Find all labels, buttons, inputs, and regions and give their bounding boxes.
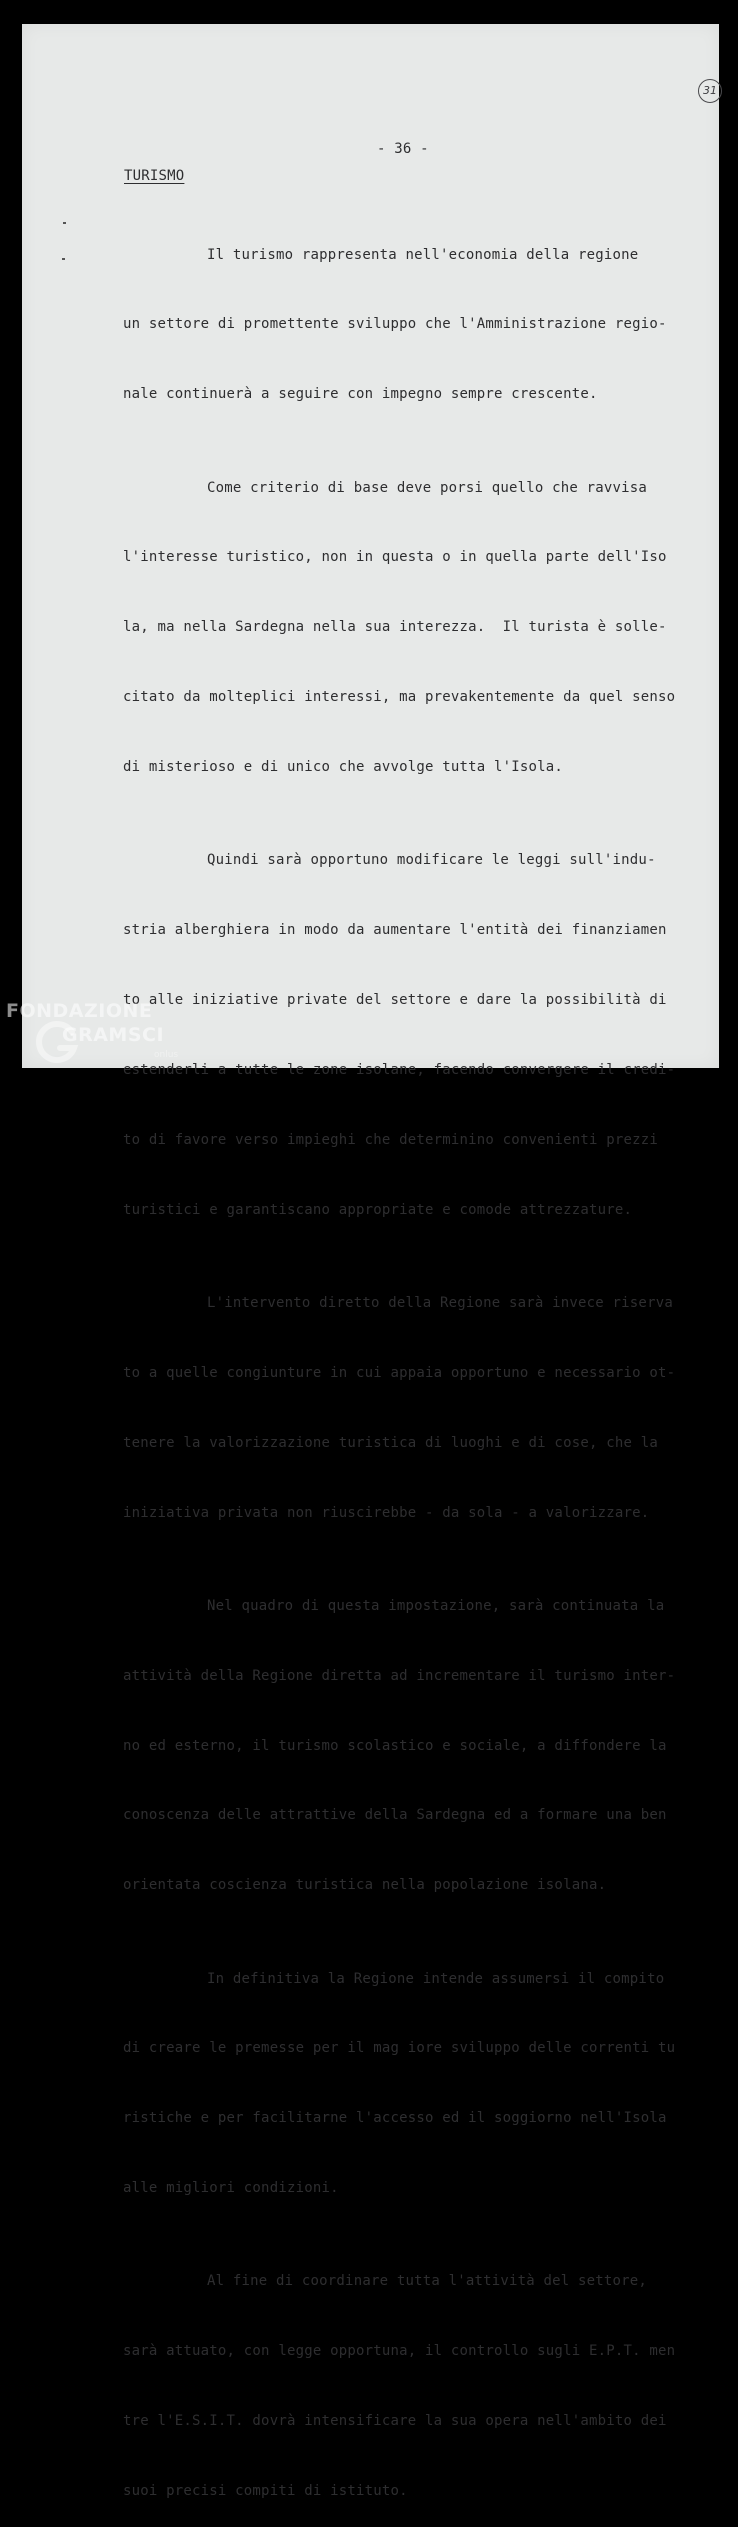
body-line: L'intervento diretto della Regione sarà invece riserva xyxy=(207,1294,673,1311)
body-line: stria alberghiera in modo da aumentare l'entità dei finanziamen xyxy=(123,922,667,939)
body-line: estenderli a tutte le zone isolane, facendo convergere il credi- xyxy=(123,1061,676,1078)
body-line: attività della Regione diretta ad incrementare il turismo inter- xyxy=(123,1667,676,1684)
body-line: to di favore verso impieghi che determinino convenienti prezzi xyxy=(123,1131,658,1148)
body-line: la, ma nella Sardegna nella sua interezza. Il turista è solle- xyxy=(123,619,667,636)
body-line: no ed esterno, il turismo scolastico e sociale, a diffondere la xyxy=(123,1737,667,1754)
body-line: un settore di promettente sviluppo che l'Amministrazione regio- xyxy=(123,316,667,333)
body-line: Quindi sarà opportuno modificare le leggi sull'indu- xyxy=(207,852,656,869)
logo-line-3: onlus xyxy=(154,1050,179,1060)
body-line: Nel quadro di questa impostazione, sarà continuata la xyxy=(207,1597,665,1614)
body-line: citato da molteplici interessi, ma prevakentemente da quel senso xyxy=(123,689,676,706)
body-line: Al fine di coordinare tutta l'attività del settore, xyxy=(207,2273,648,2290)
body-line: iniziativa privata non riuscirebbe - da sola - a valorizzare. xyxy=(123,1504,650,1521)
body-line: sarà attuato, con legge opportuna, il controllo sugli E.P.T. men xyxy=(123,2343,676,2360)
body-line: to a quelle congiunture in cui appaia opportuno e necessario ot- xyxy=(123,1364,676,1381)
body-line: di misterioso e di unico che avvolge tutta l'Isola. xyxy=(123,759,564,776)
body-line: Il turismo rappresenta nell'economia della regione xyxy=(207,246,639,263)
page-number: - 36 - xyxy=(377,141,429,157)
folio-stamp: 31 xyxy=(698,79,722,103)
margin-mark xyxy=(62,258,65,260)
body-line: to alle iniziative private del settore e dare la possibilità di xyxy=(123,992,667,1009)
fondazione-gramsci-logo xyxy=(6,1000,186,1072)
body-line: l'interesse turistico, non in questa o in quella parte dell'Iso xyxy=(123,549,667,566)
body-line: di creare le premesse per il mag iore sviluppo delle correnti tu xyxy=(123,2040,676,2057)
logo-line-2: GRAMSCI xyxy=(62,1024,165,1046)
section-heading: TURISMO xyxy=(124,168,185,184)
body-line: conoscenza delle attrattive della Sardegna ed a formare una ben xyxy=(123,1807,667,1824)
body-line: alle migliori condizioni. xyxy=(123,2180,339,2197)
document-body xyxy=(123,197,676,2527)
body-line: turistici e garantiscano appropriate e comode attrezzature. xyxy=(123,1201,633,1218)
body-line: suoi precisi compiti di istituto. xyxy=(123,2483,408,2500)
body-line: orientata coscienza turistica nella popolazione isolana. xyxy=(123,1877,607,1894)
body-line: Come criterio di base deve porsi quello che ravvisa xyxy=(207,479,648,496)
body-line: tre l'E.S.I.T. dovrà intensificare la sua opera nell'ambito dei xyxy=(123,2413,667,2430)
margin-mark xyxy=(63,222,66,224)
body-line: In definitiva la Regione intende assumersi il compito xyxy=(207,1970,665,1987)
logo-line-1: FONDAZIONE xyxy=(6,1000,153,1022)
body-line: tenere la valorizzazione turistica di luoghi e di cose, che la xyxy=(123,1434,658,1451)
body-line: ristiche e per facilitarne l'accesso ed il soggiorno nell'Isola xyxy=(123,2110,667,2127)
body-line: nale continuerà a seguire con impegno sempre crescente. xyxy=(123,386,598,403)
